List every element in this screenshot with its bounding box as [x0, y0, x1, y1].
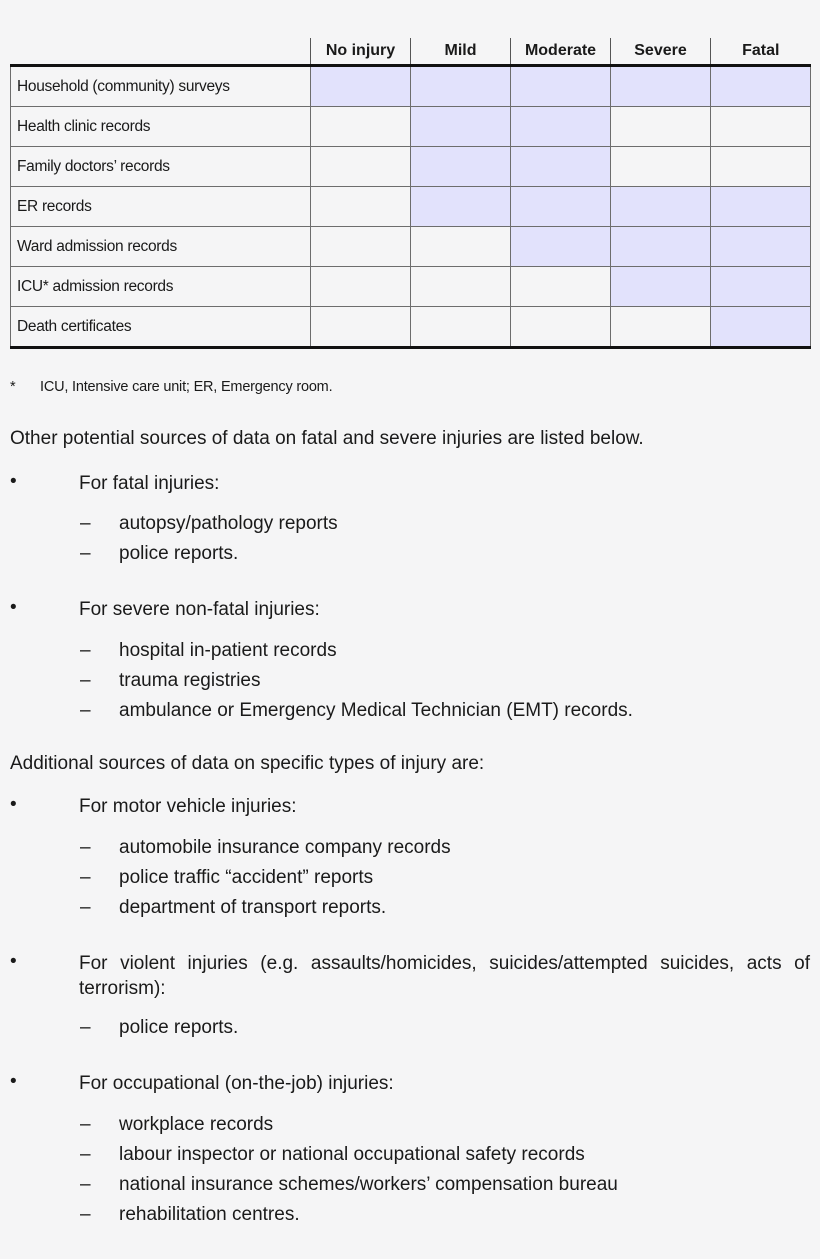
bullet-heading: For motor vehicle injuries:: [79, 796, 297, 817]
bullet-item: [10, 794, 810, 819]
additional-sources-paragraph: Additional sources of data on specific types of injury are:: [10, 753, 485, 774]
bullet-icon: •: [10, 1071, 17, 1092]
table-cell-highlighted: [411, 147, 511, 187]
table-cell: [711, 147, 811, 187]
dash-icon: –: [80, 867, 91, 888]
table-cell-highlighted: [511, 227, 611, 267]
table-cell-highlighted: [611, 227, 711, 267]
sub-list-item: [80, 1144, 585, 1166]
table-cell: [311, 227, 411, 267]
row-label: Death certificates: [11, 307, 311, 348]
dash-icon: –: [80, 897, 91, 918]
bullet-item: [10, 471, 810, 496]
bullet-item: [10, 597, 810, 622]
row-label: Health clinic records: [11, 107, 311, 147]
dash-icon: –: [80, 670, 91, 691]
bullet-item: [10, 1071, 810, 1096]
column-header-moderate: Moderate: [511, 38, 611, 66]
dash-icon: –: [80, 1144, 91, 1165]
table-body: [11, 66, 811, 348]
sub-list-text: autopsy/pathology reports: [119, 513, 338, 534]
footnote-mark: *: [10, 379, 16, 395]
table-cell: [311, 107, 411, 147]
sub-list-item: [80, 700, 633, 722]
table-cell: [411, 307, 511, 348]
column-header-fatal: Fatal: [711, 38, 811, 66]
table-cell: [711, 107, 811, 147]
dash-icon: –: [80, 837, 91, 858]
sub-list-item: [80, 670, 261, 692]
table-row: [11, 147, 811, 187]
sub-list-text: ambulance or Emergency Medical Technician (EMT) records.: [119, 700, 633, 721]
sub-list-text: police traffic “accident” reports: [119, 867, 374, 888]
row-label: Family doctors’ records: [11, 147, 311, 187]
row-label: Ward admission records: [11, 227, 311, 267]
table-footnote: [10, 379, 332, 395]
sub-list-item: [80, 1204, 300, 1226]
bullet-heading: For fatal injuries:: [79, 473, 220, 494]
table-cell-highlighted: [711, 307, 811, 348]
sub-list-text: automobile insurance company records: [119, 837, 451, 858]
table-cell-highlighted: [711, 66, 811, 107]
dash-icon: –: [80, 1204, 91, 1225]
bullet-item: [10, 951, 810, 1001]
table-cell-highlighted: [411, 107, 511, 147]
dash-icon: –: [80, 1114, 91, 1135]
sub-list-item: [80, 640, 337, 662]
table-cell-highlighted: [711, 227, 811, 267]
table-row: [11, 267, 811, 307]
sub-list-item: [80, 1114, 273, 1136]
sub-list-item: [80, 1174, 618, 1196]
bullet-heading: For violent injuries (e.g. assaults/homicides, suicides/attempted suicides, acts of terrorism):: [79, 953, 810, 999]
sub-list-item: [80, 543, 238, 565]
bullet-icon: •: [10, 794, 17, 815]
table-cell: [511, 267, 611, 307]
sub-list-item: [80, 837, 451, 859]
table-header-row: [11, 38, 811, 66]
table-cell-highlighted: [611, 267, 711, 307]
sub-list-text: police reports.: [119, 1017, 239, 1038]
table-cell-highlighted: [511, 107, 611, 147]
table-row: [11, 307, 811, 348]
column-header-blank: [11, 38, 311, 66]
sub-list-text: labour inspector or national occupational safety records: [119, 1144, 585, 1165]
dash-icon: –: [80, 513, 91, 534]
sub-list-text: department of transport reports.: [119, 897, 387, 918]
table-row: [11, 66, 811, 107]
table-cell-highlighted: [511, 66, 611, 107]
row-label: ICU* admission records: [11, 267, 311, 307]
table-cell-highlighted: [611, 187, 711, 227]
table-cell-highlighted: [411, 187, 511, 227]
table-cell: [411, 267, 511, 307]
table-row: [11, 107, 811, 147]
sub-list-text: rehabilitation centres.: [119, 1204, 300, 1225]
table-cell-highlighted: [511, 147, 611, 187]
sub-list-item: [80, 1017, 238, 1039]
dash-icon: –: [80, 700, 91, 721]
sub-list-item: [80, 513, 338, 535]
table-cell-highlighted: [511, 187, 611, 227]
bullet-heading: For severe non-fatal injuries:: [79, 599, 320, 620]
intro-paragraph: Other potential sources of data on fatal and severe injuries are listed below.: [10, 428, 644, 449]
table-cell-highlighted: [411, 66, 511, 107]
table-cell: [311, 307, 411, 348]
table-row: [11, 227, 811, 267]
bullet-icon: •: [10, 597, 17, 618]
table-cell-highlighted: [311, 66, 411, 107]
table-row: [11, 187, 811, 227]
sub-list-text: trauma registries: [119, 670, 261, 691]
row-label: Household (community) surveys: [11, 66, 311, 107]
table-cell: [611, 107, 711, 147]
sub-list-item: [80, 867, 373, 889]
bullet-heading: For occupational (on-the-job) injuries:: [79, 1073, 394, 1094]
dash-icon: –: [80, 1174, 91, 1195]
dash-icon: –: [80, 543, 91, 564]
column-header-severe: Severe: [611, 38, 711, 66]
bullet-icon: •: [10, 471, 17, 492]
injury-data-sources-table: [10, 38, 811, 349]
sub-list-text: workplace records: [119, 1114, 274, 1135]
column-header-mild: Mild: [411, 38, 511, 66]
table-cell: [611, 147, 711, 187]
table-cell: [311, 267, 411, 307]
sub-list-text: police reports.: [119, 543, 239, 564]
row-label: ER records: [11, 187, 311, 227]
sub-list-text: hospital in-patient records: [119, 640, 337, 661]
sub-list-item: [80, 897, 386, 919]
table-cell: [511, 307, 611, 348]
sub-list-text: national insurance schemes/workers’ compensation bureau: [119, 1174, 618, 1195]
bullet-icon: •: [10, 951, 17, 972]
table-cell: [611, 307, 711, 348]
table-cell: [411, 227, 511, 267]
table-cell: [311, 187, 411, 227]
dash-icon: –: [80, 1017, 91, 1038]
dash-icon: –: [80, 640, 91, 661]
table-cell-highlighted: [611, 66, 711, 107]
table-cell-highlighted: [711, 267, 811, 307]
table-cell-highlighted: [711, 187, 811, 227]
table-cell: [311, 147, 411, 187]
footnote-text: ICU, Intensive care unit; ER, Emergency room.: [40, 379, 333, 395]
column-header-no-injury: No injury: [311, 38, 411, 66]
